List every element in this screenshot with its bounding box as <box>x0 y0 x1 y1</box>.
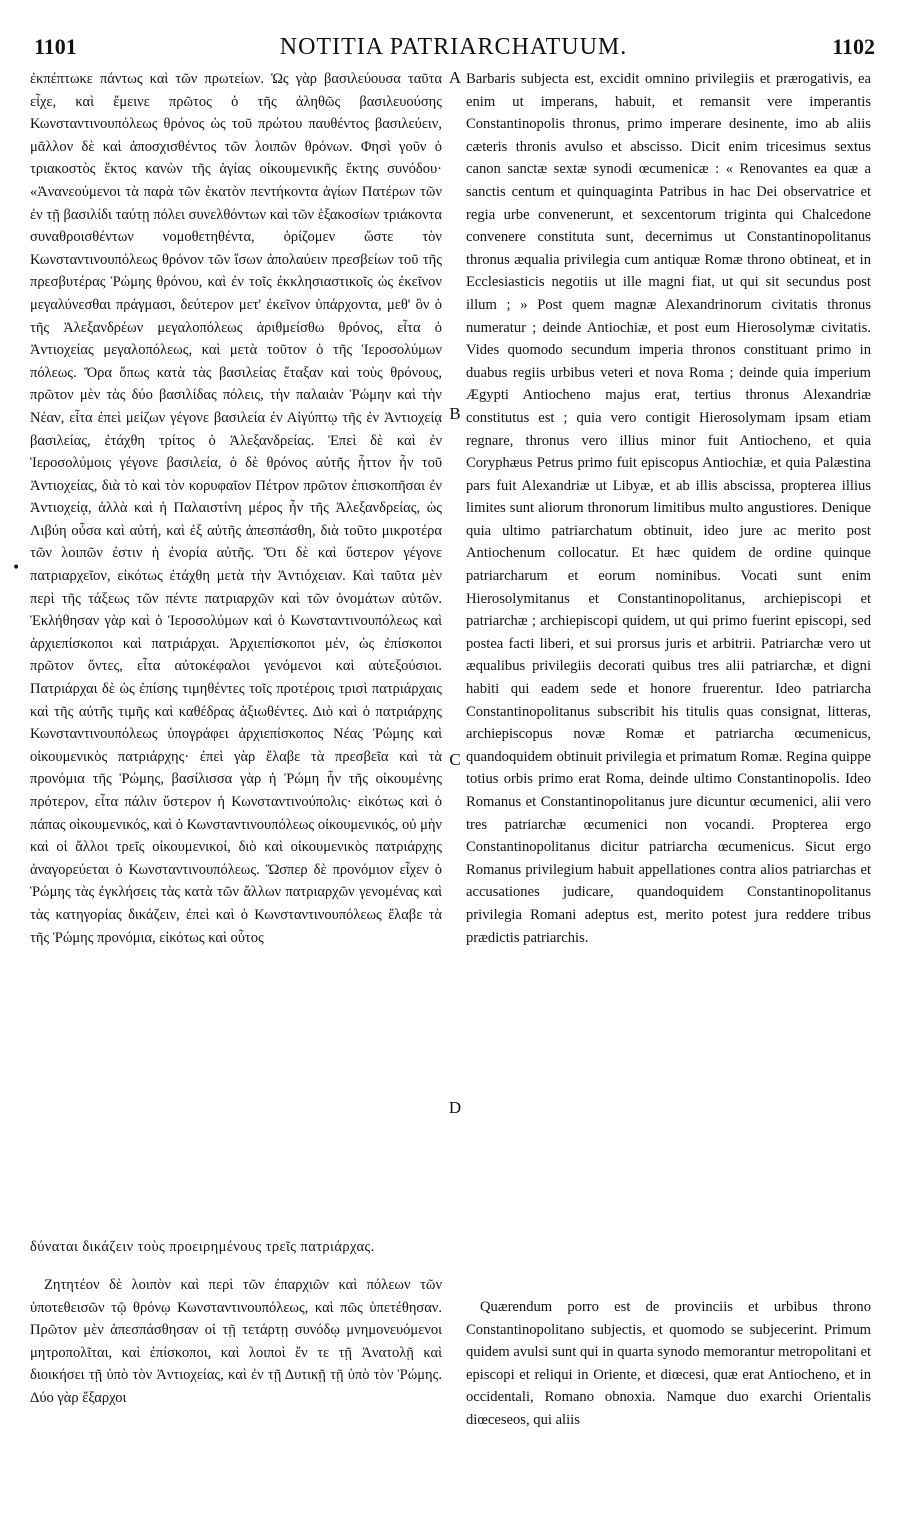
margin-marker-b: B <box>449 404 461 423</box>
latin-text-part1: Barbaris subjecta est, excidit omnino privilegiis et prærogativis, ea enim ut imperans, habuit, et remansit vere imperantis Constantinopolis thronus, primo imperare desinente, imo ab aliis cæteris thronis avulso et abscisso. Dicit enim tricesimus sextus canon sanctæ sextæ synodi œcumenicæ : « Renovantes ea quæ a sanctis centum et quinquaginta Patribus in hac Dei observatrice et regia urbe convenerunt, et sexcentorum triginta qui Chalcedone convenere constituta sunt, decernimus ut Constantinopolitanus thronus æqualia privilegia cum antiquæ Romæ throno obtineat, et in Ecclesiasticis negotiis ut ille magni fiat, ut qui sit secundus post illum ; » Post quem magnæ Alexandrinorum civitatis thronus numeratur ; deinde Antiochiæ, et post eum Hierosolymæ civitatis. Vides quomodo secundum imperia thronos constituant primo in duabus regiis urbibus veteri et nova Roma ; deinde quia imperium Ægypti Antiocheno majus erat, tertius thronus Alexandriæ constitutus est ; quia vero contigit Hierosolymam ipsam etiam regnare, thronus vero illius minor fuit Antiocheno, et quia Coryphæus Petrus primo fuit episcopus Antiochiæ, et quia Palæstina pars fuit Alexandriæ ut Libyæ, et ab illis abscissa, propterea illius limites sunt aliorum thronorum limitibus multo angustiores. Denique quia ultimo patriarchatum obtinuit, ideo jure ac merito post Antiochenum collocatur. Et hæc quidem de ordine quinque patriarcharum et eorum nominibus. Vocati sunt enim Hierosolymitanus et Constantinopolitanus, archiepiscopi et patriarchæ ; archiepiscopi quidem, ut qui primo fuerint episcopi, sed postea facti liberi, et sui prorsus juris et arbitrii. Patriarchæ vero ut æqualibus privilegiis decorati quibus tres alii patriarchæ, et digni habiti qui eadem sede et honore fruerentur. Ideo patriarcha Constantinopolitanus subscribit his titulis quas consignat, litteras, archiepiscopus novæ Romæ et patriarcha œcumenicus, quandoquidem obtinuit privilegia et primatum Romæ. Regina quippe totius orbis primo erat Roma, deinde ultimo Constantinopolis. Ideo Romanus et Constantinopolitanus jure dicuntur œcumenici, alii vero tres patriarchæ œcumenici non vocandi. Propterea ergo Constantinopolitanus dicitur patriarcha œcumenicus. Sicut ergo Romanus privilegium habuit appellationes contra alios patriarchas et accusationes judicare, quandoquidem Constantinopolitanus privilegia Romani adeptus est, merito potest jura reddere tribus prædictis patriarchis. <box>466 71 871 946</box>
greek-spanning-line: δύναται δικάζειν τοὺς προειρημένους τρεῖς πατριάρχας. <box>30 1239 375 1255</box>
greek-column-top <box>30 68 442 1232</box>
latin-column-top <box>466 68 871 1236</box>
latin-column-bottom <box>466 1296 871 1470</box>
margin-bullet: • <box>12 560 21 576</box>
left-page-number: 1101 <box>34 34 77 59</box>
greek-text-part1: ἐκπέπτωκε πάντως καὶ τῶν πρωτείων. Ὡς γὰρ βασιλεύουσα ταῦτα εἶχε, καὶ ἔμεινε πρῶτος ὁ τῆς ἀληθῶς βασιλευούσης Κωνσταντινουπόλεως θρόνος ὡς τοῦ πρώτου παυθέντος βασιλεύειν, μᾶλλον δὲ καὶ ἀποσχισθέντος τῶν λοιπῶν θρόνων. Φησὶ γοῦν ὁ τριακοστὸς ἕκτος κανὼν τῆς ἁγίας οἰκουμενικῆς ἕκτης συνόδου· «Ἀνανεούμενοι τὰ παρὰ τῶν ἑκατὸν πεντήκοντα ἁγίων Πατέρων τῶν ἐν τῇ βασιλίδι ταύτῃ πόλει συνελθόντων καὶ τῶν ἑξακοσίων τριάκοντα συναθροισθέντων νομοθετηθέντα, ὁρίζομεν ὥστε τὸν Κωνσταντινουπόλεως θρόνον τῶν ἴσων ἀπολαύειν πρεσβείων τοῦ τῆς πρεσβυτέρας Ῥώμης θρόνου, καὶ ἐν τοῖς ἐκκλησιαστικοῖς ὡς ἐκεῖνον μεγαλύνεσθαι πράγμασι, δεύτερον μετ' ἐκεῖνον ὑπάρχοντα, μεθ' ὃν ὁ τῆς Ἀλεξανδρέων μεγαλοπόλεως ἀριθμείσθω θρόνος, εἶτα ὁ Ἀντιοχείας μεγαλοπόλεως, καὶ μετὰ τοῦτον ὁ τῆς Ἱεροσολύμων πόλεως. Ὅρα ὅπως κατὰ τὰς βασιλείας ἔταξαν καὶ τοὺς θρόνους, πρῶτον μὲν τὰς δύο βασιλίδας πόλεις, τὴν παλαιὰν Ῥώμην καὶ τὴν Νέαν, εἶτα ἐπεὶ μείζων γέγονε βασιλεία ἐν Αἰγύπτῳ τῆς ἐν Ἀντιοχείᾳ βασιλείας, ἐτάχθη τρίτος ὁ Ἀλεξανδρείας. Ἐπεὶ δὲ καὶ ἐν Ἱεροσολύμοις γέγονε βασιλεία, ὁ δὲ θρόνος αὐτῆς ἧττον ἦν τοῦ Ἀντιοχείας, διὰ τὸ καὶ τὸν κορυφαῖον Πέτρον πρῶτον ἐπισκοπῆσαι ἐν Ἀντιοχείᾳ, ἀλλὰ καὶ ἡ Παλαιστίνη μέρος ἦν τῆς Ἀλεξανδρείας, ὡς Λιβύη οὖσα καὶ αὐτή, καὶ ἐξ αὐτῆς ἀπεσπάσθη, διὰ τοῦτο μικροτέρα τῶν λοιπῶν ἐστιν ἡ ἐνορία αὐτῆς. Ὅτι δὲ καὶ ὕστερον γέγονε πατριαρχεῖον, εἰκότως ἐτάχθη μετὰ τὴν Ἀντιόχειαν. Καὶ ταῦτα μὲν περὶ τῆς τάξεως τῶν πέντε πατριαρχῶν καὶ τῶν ὀνομάτων αὐτῶν. Ἐκλήθησαν γὰρ καὶ ὁ Ἱεροσολύμων καὶ ὁ Κωνσταντινουπόλεως καὶ ἀρχιεπίσκοποι καὶ πατριάρχαι. Ἀρχιεπίσκοποι μέν, ὡς ἐπίσκοποι πρῶτον ὄντες, εἶτα αὐτοκέφαλοι γενόμενοι καὶ αὐτεξούσιοι. Πατριάρχαι δὲ ὡς ἐπίσης τιμηθέντες τοῖς προτέροις τρισὶ πατριάρχαις καὶ τῆς αὐτῆς τιμῆς καὶ καθέδρας ἀξιωθέντες. Διὸ καὶ ὁ πατριάρχης Κωνσταντινουπόλεως ὑπογράφει ἀρχιεπίσκοπος Νέας Ῥώμης καὶ οἰκουμενικὸς πατριάρχης· ἐπεὶ γὰρ ἔλαβε τὰ πρεσβεῖα καὶ τὰ προνόμια τῆς Ῥώμης, βασίλισσα γὰρ ἡ Ῥώμη ἦν τῆς οἰκουμένης πρότερον, εἶτα πάλιν ὕστερον ἡ Κωνσταντινούπολις· εἰκότως καὶ ὁ πάπας οἰκουμενικός, καὶ ὁ Κωνσταντινουπόλεως οἰκουμενικός, οὐ μὴν καὶ οἱ ἄλλοι τρεῖς οἰκουμενικοί, διὸ καὶ οἰκουμενικὸς πατριάρχης ἀναγορεύεται ὁ Κωνσταντινουπόλεως. Ὥσπερ δὲ προνόμιον εἶχεν ὁ Ῥώμης τὰς ἐγκλήσεις τὰς κατὰ τῶν ἄλλων πατριαρχῶν γενομένας καὶ τὰς κατηγορίας δικάζειν, ἐπεὶ καὶ ὁ Κωνσταντινουπόλεως ἔλαβε τὰ τῆς Ῥώμης προνόμια, εἰκότως καὶ οὗτος <box>30 71 442 946</box>
latin-text-part2: Quærendum porro est de provinciis et urbibus throno Constantinopolitano subjectis, et quomodo se subjecerint. Primum quidem avulsi sunt qui in quarta synodo memorantur metropolitani et episcopi et reliqui in Oriente, et diœcesi, quæ erat Antiocheno, et in occidentali, Romano obnoxia. Namque duo exarchi Orientalis diœceseos, qui aliis <box>466 1299 871 1428</box>
running-title: NOTITIA PATRIARCHATUUM. <box>279 34 628 60</box>
page-header <box>28 28 879 62</box>
right-page-number: 1102 <box>832 34 875 59</box>
greek-text-part2: Ζητητέον δὲ λοιπὸν καὶ περὶ τῶν ἐπαρχιῶν καὶ πόλεων τῶν ὑποτεθεισῶν τῷ θρόνῳ Κωνσταντινουπόλεως, καὶ πῶς ὑπετέθησαν. Πρῶτον μὲν ἀπεσπάσθησαν οἱ τῇ τετάρτῃ συνόδῳ μνημονευόμενοι μητροπολῖται, καὶ ἐπίσκοποι, καὶ λοιποὶ ἔν τε τῇ Ἀνατολῇ καὶ διοικήσει τῇ ὑπὸ τὸν Ἀντιοχείας, καὶ ἐν τῇ Δυτικῇ τῇ ὑπὸ τὸν Ῥώμης. Δύο γὰρ ἔξαρχοι <box>30 1277 442 1406</box>
margin-marker-c: C <box>449 750 461 769</box>
greek-column-bottom <box>30 1274 442 1470</box>
margin-marker-a: A <box>448 68 462 87</box>
margin-marker-d: D <box>448 1098 462 1117</box>
